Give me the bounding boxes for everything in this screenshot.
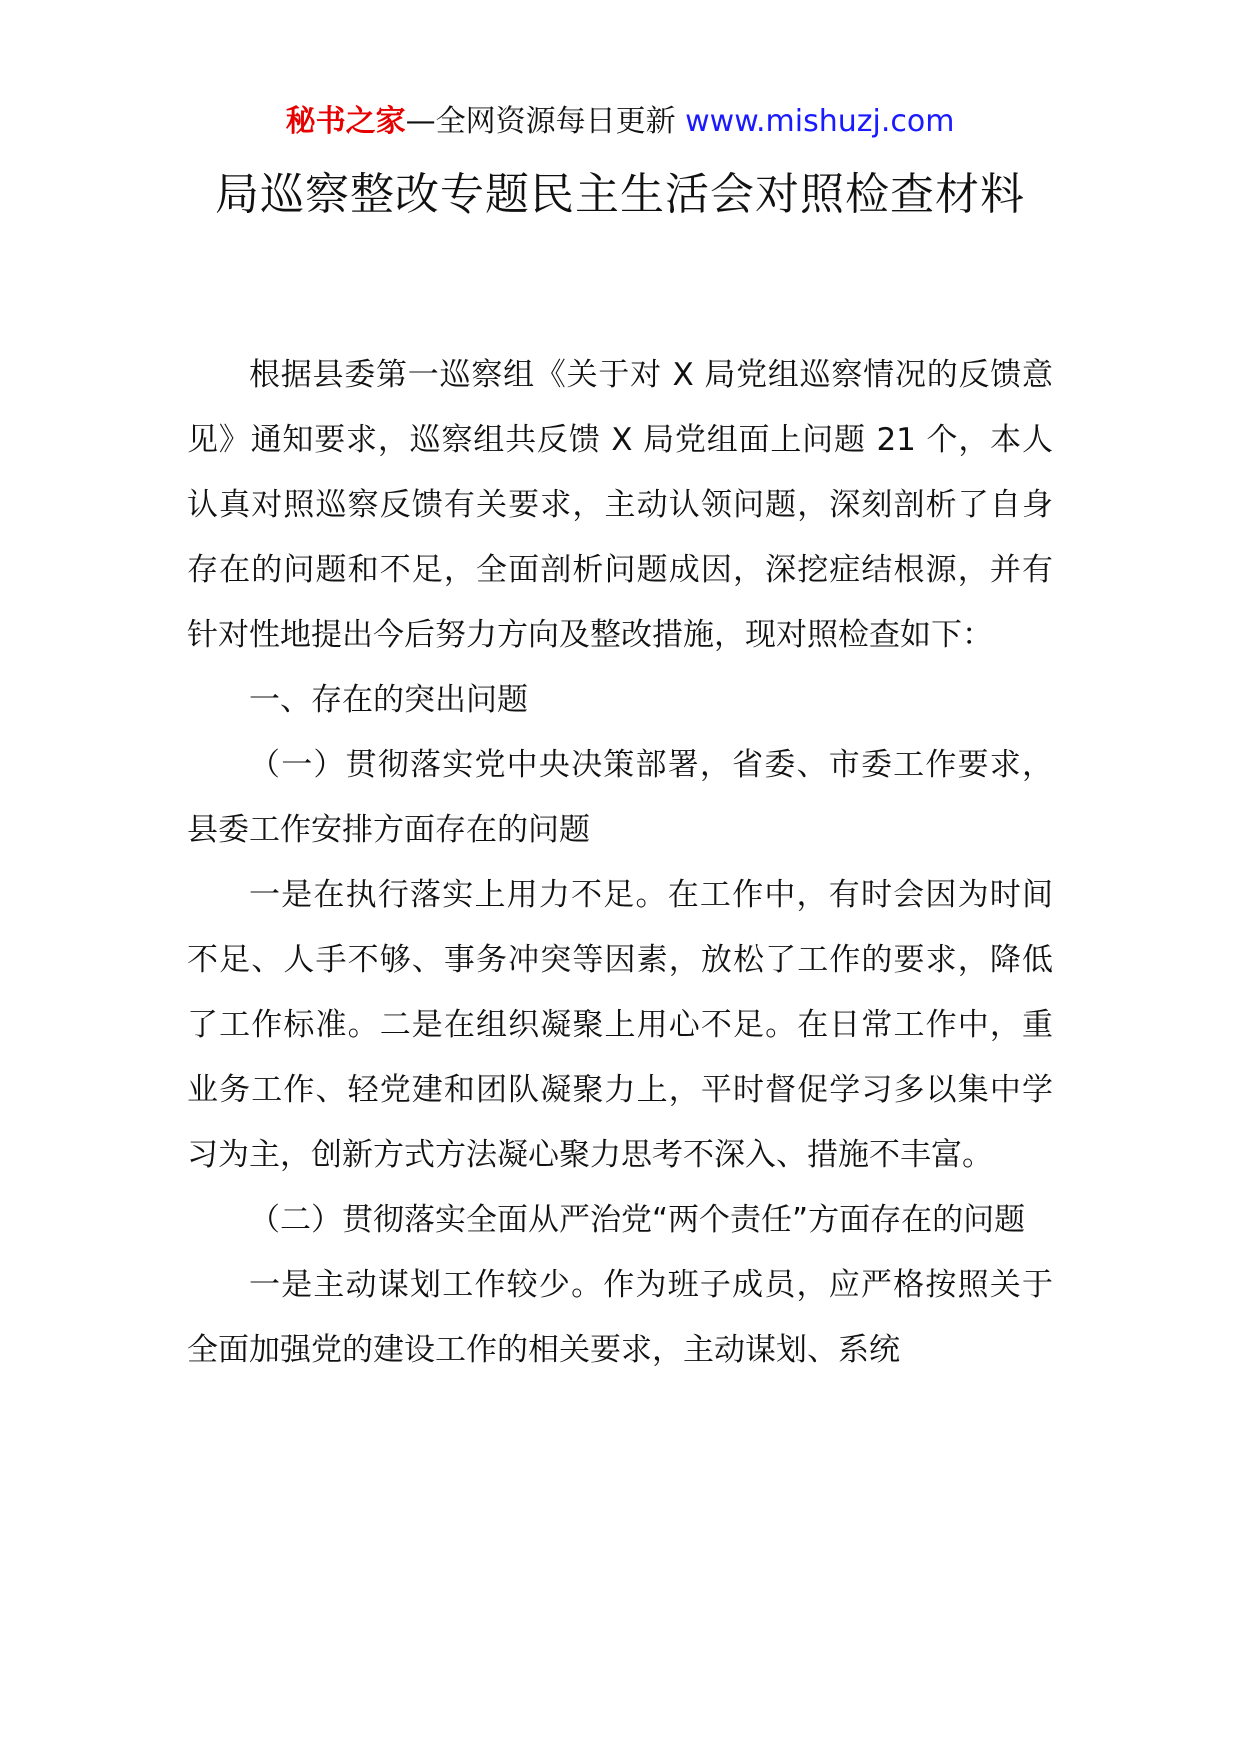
- subsection-heading-1: （一）贯彻落实党中央决策部署，省委、市委工作要求，县委工作安排方面存在的问题: [187, 747, 1053, 848]
- intro-paragraph: 根据县委第一巡察组《关于对 X 局党组巡察情况的反馈意见》通知要求，巡察组共反馈 X 局党组面上问题 21 个，本人认真对照巡察反馈有关要求，主动认领问题，深刻剖析了自身存在的问题和不足，全面剖析问题成因，深挖症结根源，并有针对性地提出今后努力方向及整改措施，现对照检查如下：: [187, 357, 1053, 653]
- subsection-1-paragraph: 一是在执行落实上用力不足。在工作中，有时会因为时间不足、人手不够、事务冲突等因素，放松了工作的要求，降低了工作标准。二是在组织凝聚上用心不足。在日常工作中，重业务工作、轻党建和团队凝聚力上，平时督促学习多以集中学习为主，创新方式方法凝心聚力思考不深入、措施不丰富。: [187, 877, 1053, 1173]
- section-heading-1: 一、存在的突出问题: [249, 682, 528, 718]
- document-body: [187, 343, 1053, 1383]
- header-tagline: —全网资源每日更新: [405, 104, 676, 139]
- subsection-2-paragraph: 一是主动谋划工作较少。作为班子成员，应严格按照关于全面加强党的建设工作的相关要求，主动谋划、系统: [187, 1267, 1053, 1368]
- brand-name: 秘书之家: [285, 104, 406, 139]
- subsection-heading-2: （二）贯彻落实全面从严治党“两个责任”方面存在的问题: [249, 1202, 1026, 1238]
- site-header: [0, 100, 1240, 144]
- document-title: 局巡察整改专题民主生活会对照检查材料: [215, 169, 1025, 220]
- site-url-link[interactable]: www.mishuzj.com: [685, 104, 955, 139]
